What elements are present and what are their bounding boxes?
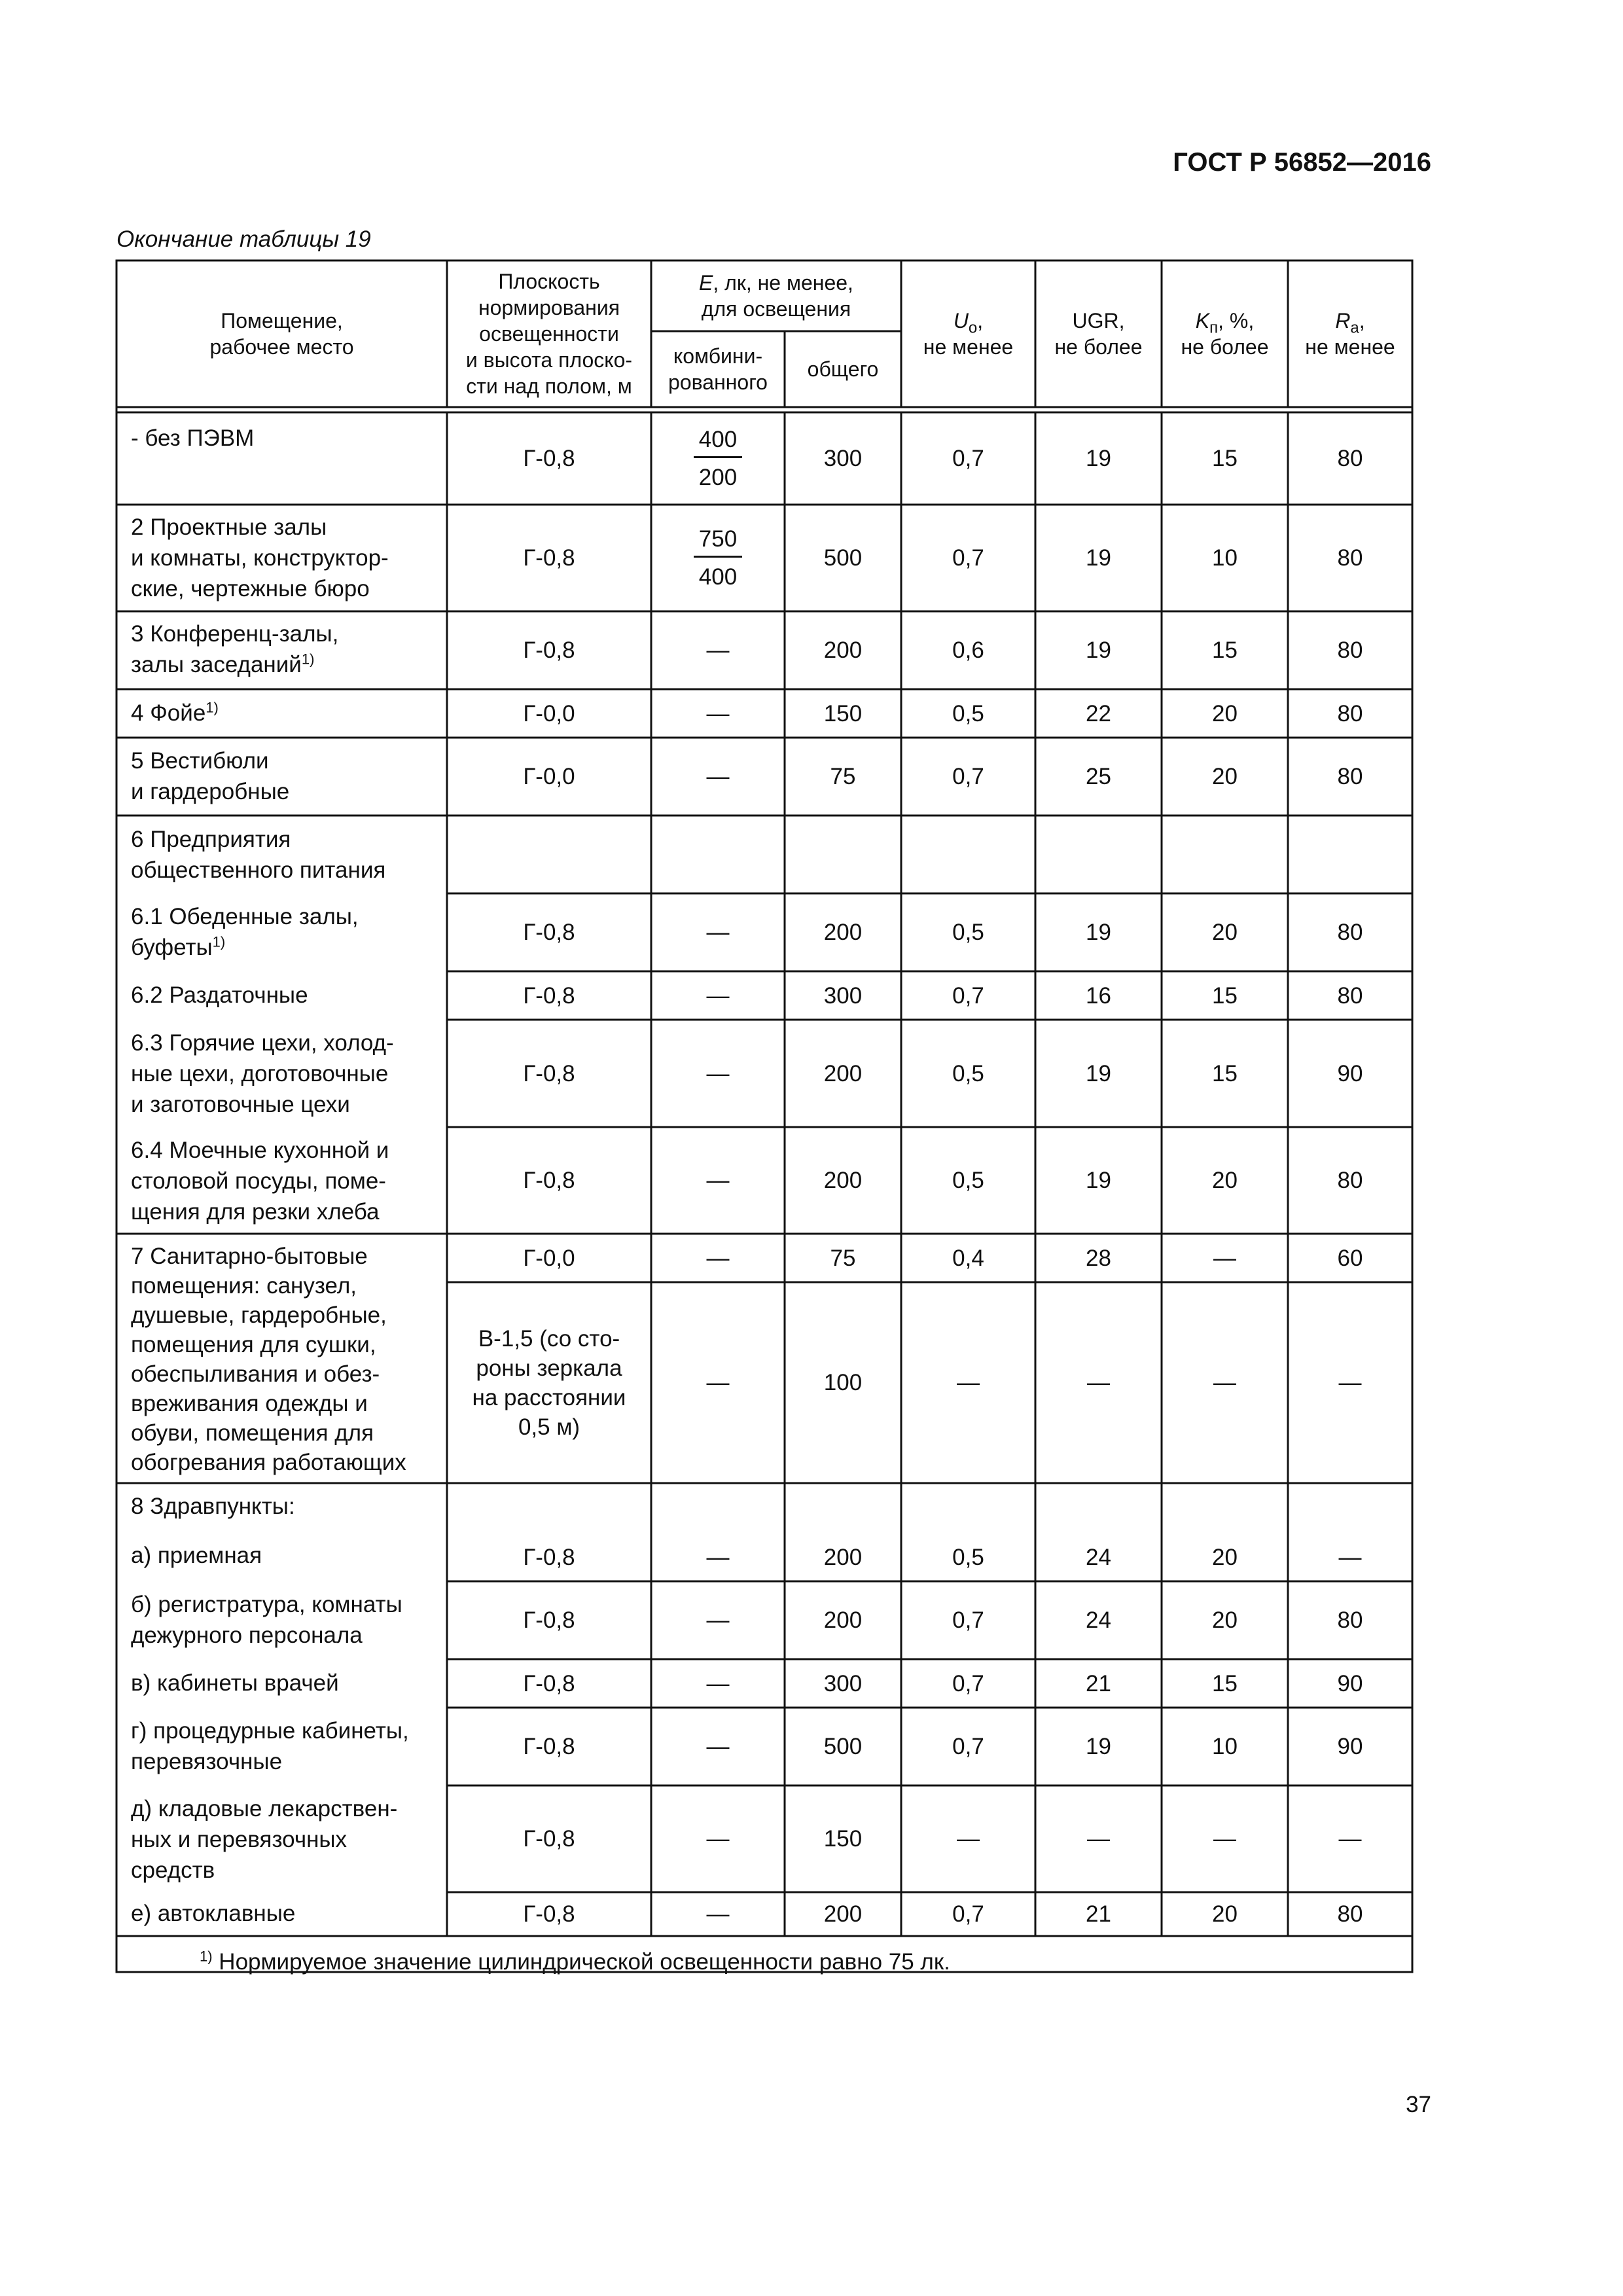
kp-cell: 15 (1212, 1670, 1238, 1696)
kp-cell: 20 (1212, 1901, 1238, 1927)
uo-cell: 0,7 (952, 764, 984, 789)
footnote-ref: 1) (212, 933, 226, 950)
combined-cell: — (706, 637, 730, 663)
kp-cell: 15 (1212, 982, 1238, 1009)
room-cell: 6 Предприятия общественного питания (131, 827, 386, 883)
general-cell: 100 (823, 1370, 863, 1395)
kp-cell: 20 (1212, 700, 1238, 726)
room-cell: б) регистратура, комнаты дежурного персонала (131, 1592, 402, 1648)
uo-cell: 0,7 (952, 982, 984, 1009)
general-cell: 500 (823, 545, 863, 571)
plane-cell: Г-0,8 (523, 1060, 575, 1086)
combined-cell: — (706, 1734, 730, 1759)
col-header-uo: $U_o$, не менее (923, 309, 1014, 359)
kp-cell: 15 (1212, 446, 1238, 471)
table-caption: Окончание таблицы 19 (116, 226, 371, 252)
footnote-ref: 1) (205, 699, 219, 716)
ra-cell: 80 (1337, 700, 1363, 726)
uo-cell: — (957, 1370, 980, 1395)
general-cell: 150 (823, 1826, 863, 1852)
ra-cell: 80 (1337, 637, 1363, 663)
combined-cell: — (706, 1901, 730, 1927)
ugr-cell: 19 (1086, 637, 1111, 663)
uo-cell: 0,4 (952, 1245, 984, 1271)
table-footnote: $^{1)}$ Нормируемое значение цилиндрической освещенности равно 75 лк. (200, 1948, 950, 1975)
plane-cell: Г-0,0 (523, 1245, 575, 1271)
ra-cell: 90 (1337, 1734, 1363, 1759)
ugr-cell: 25 (1086, 764, 1111, 789)
ugr-cell: 22 (1086, 700, 1111, 726)
footnote-ref: 1) (301, 651, 315, 668)
room-cell: 6.2 Раздаточные (131, 982, 308, 1008)
combined-cell: — (706, 1168, 730, 1193)
ugr-cell: 28 (1086, 1245, 1111, 1271)
kp-cell: 15 (1212, 637, 1238, 663)
uo-cell: 0,6 (952, 637, 984, 663)
ra-cell: — (1338, 1826, 1362, 1852)
col-header-ugr: UGR, не более (1054, 309, 1143, 359)
kp-cell: — (1213, 1245, 1236, 1271)
ugr-cell: 24 (1086, 1544, 1111, 1570)
ra-cell: 80 (1337, 545, 1363, 571)
uo-cell: 0,7 (952, 545, 984, 571)
uo-cell: 0,5 (952, 1168, 984, 1193)
uo-cell: 0,5 (952, 700, 984, 726)
kp-cell: — (1213, 1370, 1236, 1395)
col-header-ra: $R_a$, не менее (1305, 309, 1395, 359)
ra-cell: 80 (1337, 1607, 1363, 1633)
general-cell: 200 (823, 1901, 863, 1927)
combined-cell: — (706, 764, 730, 789)
ugr-cell: — (1087, 1826, 1110, 1852)
kp-cell: 20 (1212, 764, 1238, 789)
fraction-value: $\frac{400}{200}$ (694, 424, 742, 493)
ra-cell: 80 (1337, 1168, 1363, 1193)
col-header-kp: $K_п$, %, не более (1181, 309, 1269, 359)
combined-cell: — (706, 1670, 730, 1696)
ra-cell: — (1338, 1370, 1362, 1395)
kp-cell: 15 (1212, 1060, 1238, 1086)
ra-cell: 90 (1337, 1670, 1363, 1696)
general-cell: 150 (823, 700, 863, 726)
document-header: ГОСТ Р 56852—2016 (1173, 148, 1431, 177)
combined-cell (651, 412, 785, 505)
general-cell: 300 (823, 982, 863, 1009)
general-cell: 500 (823, 1734, 863, 1759)
ra-cell: 80 (1337, 982, 1363, 1009)
room-cell: а) приемная (131, 1543, 262, 1568)
ugr-cell: 21 (1086, 1901, 1111, 1927)
col-header-e-general: общего (807, 357, 879, 381)
plane-cell: Г-0,0 (523, 700, 575, 726)
ugr-cell: 19 (1086, 1060, 1111, 1086)
ugr-cell: 19 (1086, 1168, 1111, 1193)
uo-cell: 0,7 (952, 1734, 984, 1759)
ra-cell: 80 (1337, 764, 1363, 789)
general-cell: 75 (830, 764, 856, 789)
uo-cell: 0,7 (952, 1670, 984, 1696)
ra-cell: 60 (1337, 1245, 1363, 1271)
combined-cell: — (706, 1370, 730, 1395)
plane-cell: В-1,5 (со сто- роны зеркала на расстоянии 0,5 м) (472, 1325, 626, 1440)
room-cell: - без ПЭВМ (131, 425, 255, 451)
ugr-cell: 19 (1086, 545, 1111, 571)
general-cell: 300 (823, 446, 863, 471)
col-header-e-combined: комбини- рованного (668, 344, 768, 394)
room-cell: г) процедурные кабинеты, перевязочные (131, 1718, 409, 1774)
plane-cell: Г-0,8 (523, 1826, 575, 1852)
ugr-cell: 19 (1086, 920, 1111, 945)
kp-cell: 20 (1212, 1544, 1238, 1570)
ugr-cell: 16 (1086, 982, 1111, 1009)
ra-cell: 90 (1337, 1060, 1363, 1086)
col-header-room: Помещение, рабочее место (209, 309, 354, 359)
ugr-cell: 21 (1086, 1670, 1111, 1696)
plane-cell: Г-0,8 (523, 446, 575, 471)
plane-cell: Г-0,8 (523, 1168, 575, 1193)
general-cell: 200 (823, 1544, 863, 1570)
uo-cell: 0,5 (952, 1060, 984, 1086)
uo-cell: 0,5 (952, 920, 984, 945)
ugr-cell: 19 (1086, 446, 1111, 471)
uo-cell: — (957, 1826, 980, 1852)
combined-cell: — (706, 1826, 730, 1852)
ra-cell: — (1338, 1544, 1362, 1570)
kp-cell: 20 (1212, 920, 1238, 945)
general-cell: 200 (823, 1607, 863, 1633)
ugr-cell: 24 (1086, 1607, 1111, 1633)
plane-cell: Г-0,8 (523, 1734, 575, 1759)
general-cell: 300 (823, 1670, 863, 1696)
combined-cell (651, 505, 785, 611)
plane-cell: Г-0,8 (523, 1544, 575, 1570)
general-cell: 200 (823, 1168, 863, 1193)
room-cell: 6.4 Моечные кухонной и столовой посуды, поме- щения для резки хлеба (131, 1138, 389, 1225)
kp-cell: 10 (1212, 545, 1238, 571)
combined-cell: — (706, 1544, 730, 1570)
uo-cell: 0,7 (952, 1607, 984, 1633)
room-cell: 7 Санитарно-бытовые помещения: санузел, душевые, гардеробные, помещения для сушки, обеспыливания и обез- вреживания одежды и обуви, помещения для обогревания работающих (131, 1244, 406, 1475)
room-cell: е) автоклавные (131, 1901, 296, 1926)
room-cell: 2 Проектные залы и комнаты, конструктор- ские, чертежные бюро (131, 514, 389, 601)
combined-cell: — (706, 1607, 730, 1633)
general-cell: 200 (823, 920, 863, 945)
uo-cell: 0,5 (952, 1544, 984, 1570)
plane-cell: Г-0,8 (523, 1670, 575, 1696)
uo-cell: 0,7 (952, 1901, 984, 1927)
kp-cell: — (1213, 1826, 1236, 1852)
combined-cell: — (706, 920, 730, 945)
room-cell: 4 Фойе$^{1)}$ (131, 699, 219, 726)
plane-cell: Г-0,8 (523, 920, 575, 945)
ra-cell: 80 (1337, 1901, 1363, 1927)
ra-cell: 80 (1337, 446, 1363, 471)
combined-cell: — (706, 1060, 730, 1086)
col-header-plane: Плоскость нормирования освещенности и высота плоско- сти над полом, м (465, 270, 633, 398)
plane-cell: Г-0,8 (523, 1607, 575, 1633)
room-cell: 3 Конференц-залы, залы заседаний$^{1)}$ (131, 621, 339, 677)
kp-cell: 20 (1212, 1168, 1238, 1193)
ugr-cell: — (1087, 1370, 1110, 1395)
kp-cell: 10 (1212, 1734, 1238, 1759)
combined-cell: — (706, 982, 730, 1009)
plane-cell: Г-0,8 (523, 1901, 575, 1927)
room-cell: 8 Здравпункты: (131, 1494, 295, 1519)
ugr-cell: 19 (1086, 1734, 1111, 1759)
room-cell: 6.3 Горячие цехи, холод- ные цехи, доготовочные и заготовочные цехи (131, 1030, 394, 1117)
plane-cell: Г-0,0 (523, 764, 575, 789)
general-cell: 75 (830, 1245, 856, 1271)
plane-cell: Г-0,8 (523, 982, 575, 1009)
general-cell: 200 (823, 1060, 863, 1086)
room-cell: 5 Вестибюли и гардеробные (131, 748, 290, 804)
room-cell: 6.1 Обеденные залы, буфеты$^{1)}$ (131, 904, 359, 960)
room-cell: в) кабинеты врачей (131, 1670, 339, 1696)
fraction-value: $\frac{750}{400}$ (694, 524, 742, 592)
kp-cell: 20 (1212, 1607, 1238, 1633)
footnote-mark: 1) (200, 1948, 213, 1965)
ra-cell: 80 (1337, 920, 1363, 945)
plane-cell: Г-0,8 (523, 545, 575, 571)
room-cell: д) кладовые лекарствен- ных и перевязочных средств (131, 1796, 398, 1883)
combined-cell: — (706, 700, 730, 726)
plane-cell: Г-0,8 (523, 637, 575, 663)
page-number: 37 (1406, 2092, 1431, 2117)
combined-cell: — (706, 1245, 730, 1271)
uo-cell: 0,7 (952, 446, 984, 471)
general-cell: 200 (823, 637, 863, 663)
col-header-e-group: E, лк, не менее, для освещения (699, 271, 853, 321)
